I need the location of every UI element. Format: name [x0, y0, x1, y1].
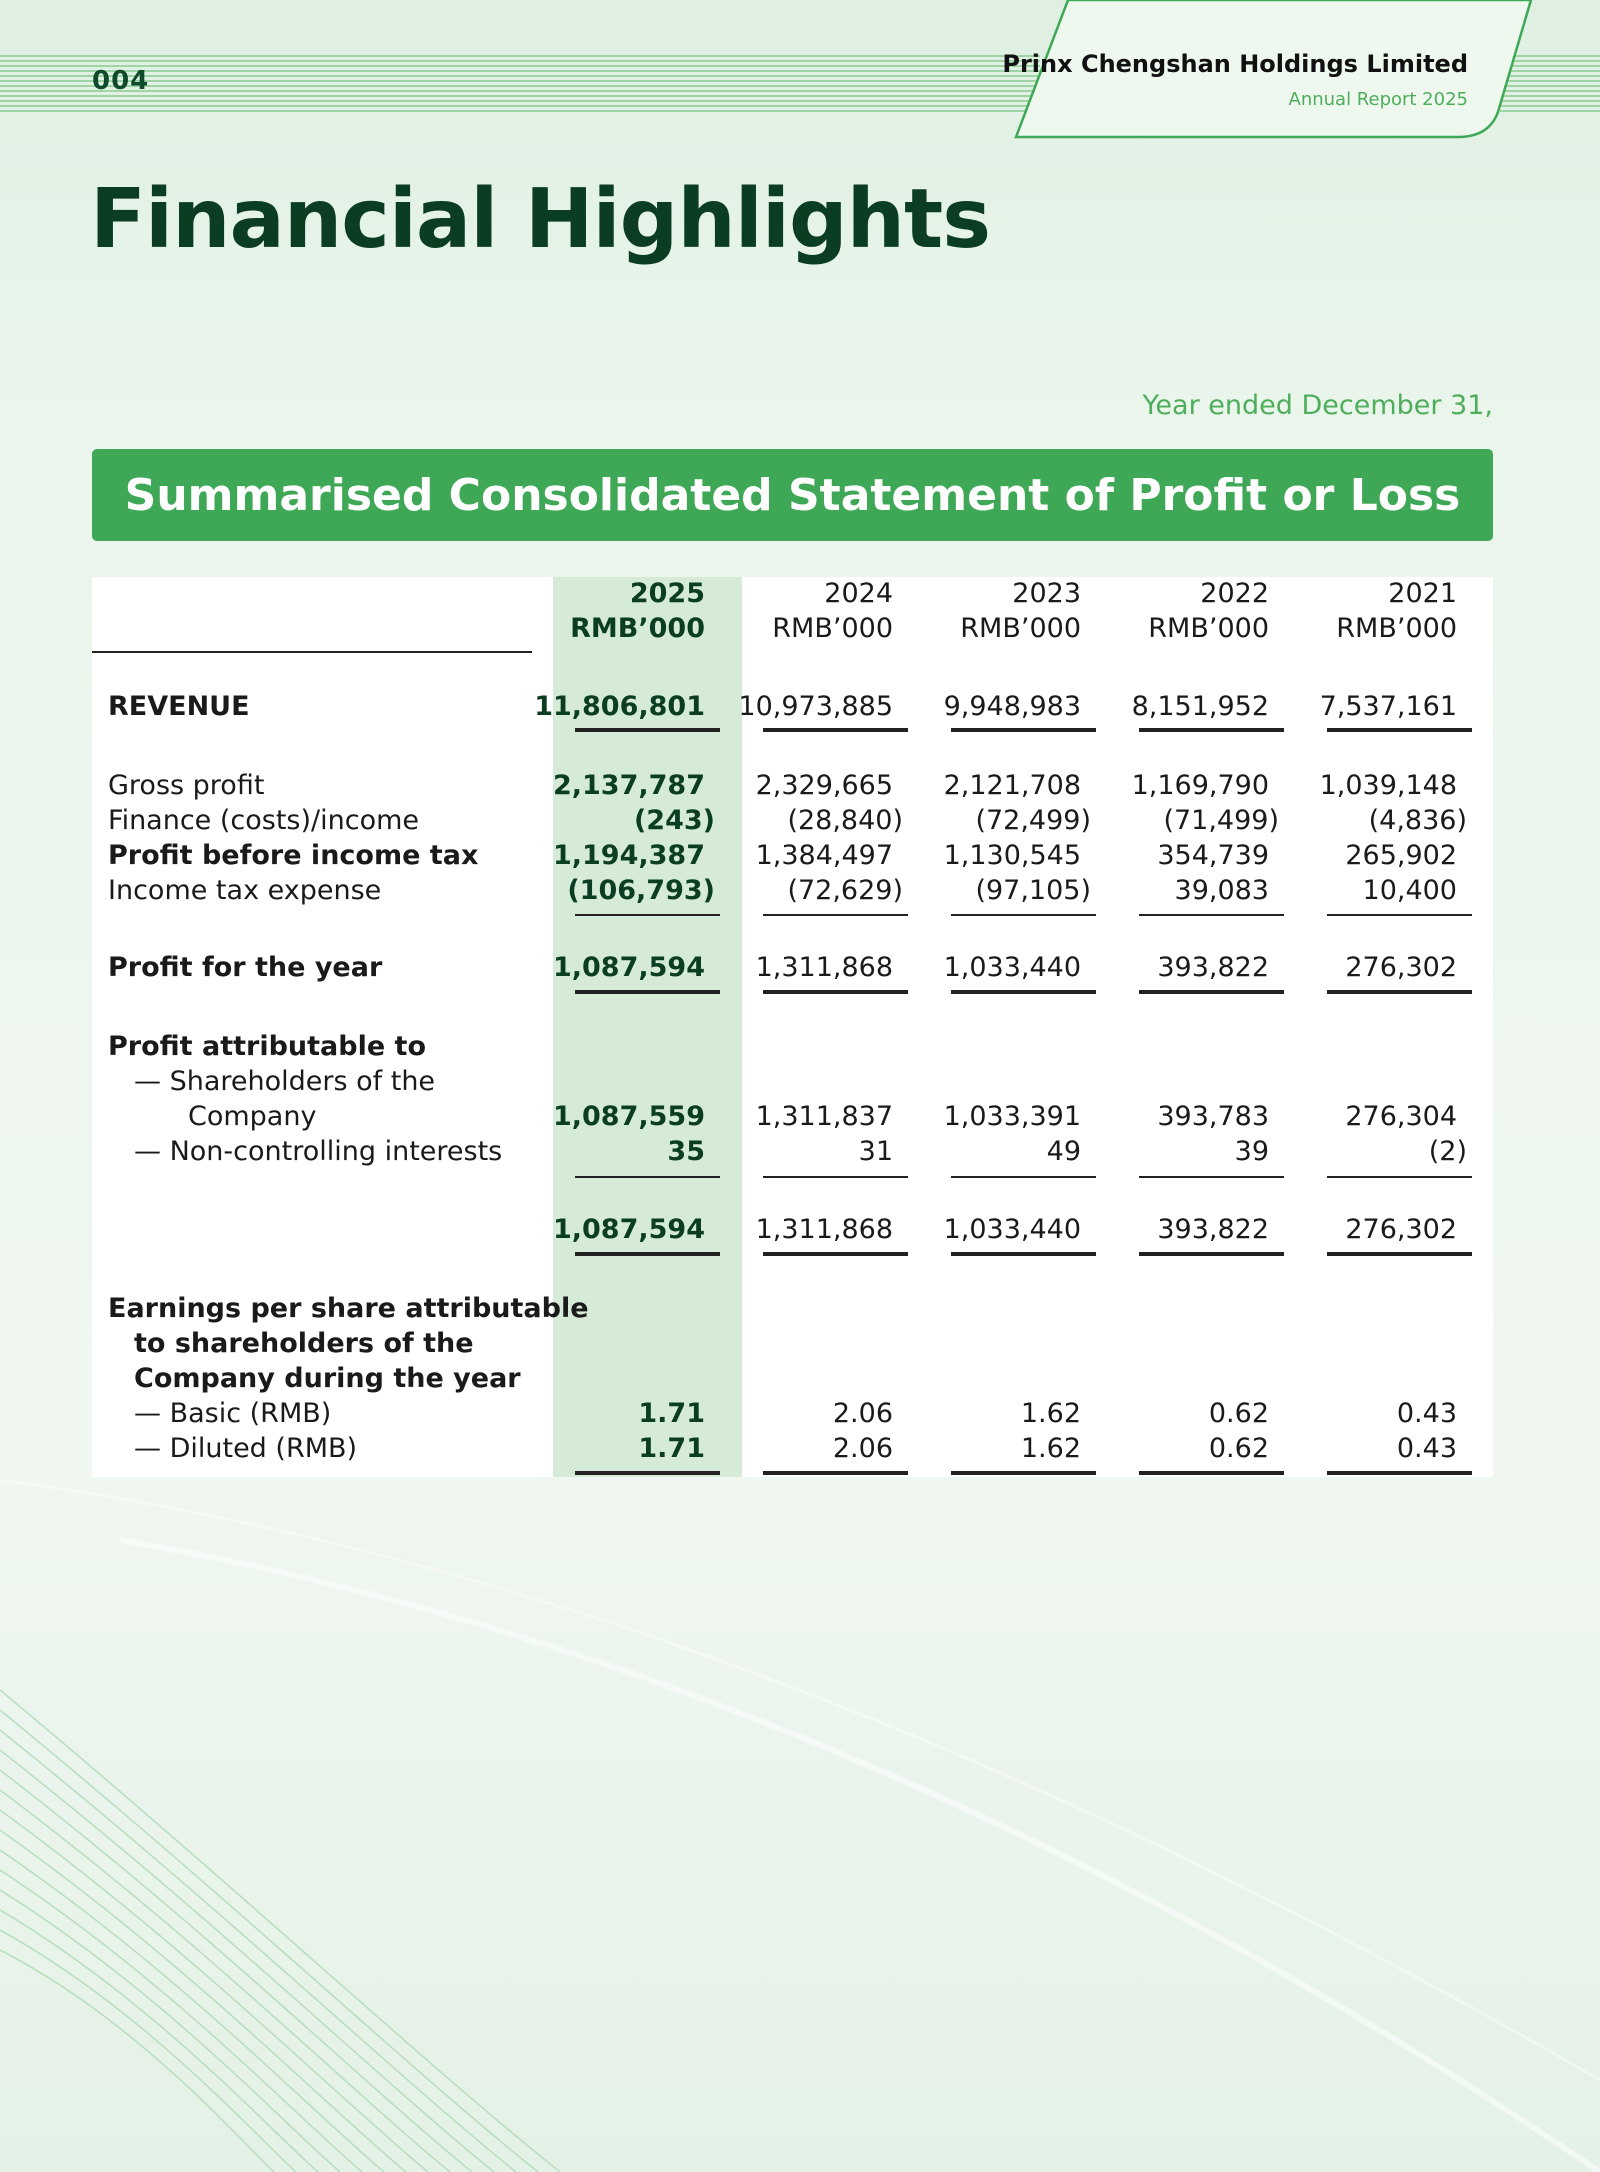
double-rule: [575, 728, 720, 732]
double-rule: [763, 728, 908, 732]
col-header-unit: RMB’000: [1336, 613, 1457, 644]
cell-value: 10,400: [1362, 875, 1457, 906]
cell-value: 2,137,787: [552, 770, 705, 801]
cell-value: 276,302: [1345, 1214, 1457, 1245]
single-rule: [575, 1176, 720, 1178]
page-title: Financial Highlights: [90, 172, 991, 267]
cell-value: 1.62: [1020, 1398, 1081, 1429]
cell-value: 1,194,387: [552, 840, 705, 871]
double-rule: [575, 990, 720, 994]
col-header-year: 2021: [1388, 578, 1457, 609]
single-rule: [575, 914, 720, 916]
section-title: Summarised Consolidated Statement of Profit or Loss: [124, 469, 1461, 521]
double-rule: [951, 728, 1096, 732]
cell-value: (243): [633, 805, 715, 836]
cell-value: (4,836): [1368, 805, 1467, 836]
cell-value: 1,033,440: [943, 1214, 1081, 1245]
row-label: Profit for the year: [108, 952, 383, 983]
cell-value: 1.71: [638, 1433, 705, 1464]
cell-value: (71,499): [1163, 805, 1279, 836]
period-note: Year ended December 31,: [1142, 390, 1493, 421]
cell-value: 2.06: [832, 1398, 893, 1429]
row-label: Income tax expense: [108, 875, 382, 906]
cell-value: 0.62: [1208, 1433, 1269, 1464]
cell-value: 9,948,983: [943, 691, 1081, 722]
cell-value: 1,130,545: [943, 840, 1081, 871]
cell-value: 0.43: [1396, 1433, 1457, 1464]
double-rule: [951, 1252, 1096, 1256]
header-rule: [92, 651, 532, 653]
cell-value: 1,311,868: [755, 952, 893, 983]
section-label: Profit attributable to: [108, 1031, 427, 1062]
cell-value: (2): [1428, 1136, 1467, 1167]
double-rule: [1139, 990, 1284, 994]
col-header-unit: RMB’000: [570, 613, 705, 644]
report-name: Annual Report 2025: [1288, 89, 1468, 110]
cell-value: 0.62: [1208, 1398, 1269, 1429]
cell-value: 2,121,708: [943, 770, 1081, 801]
col-header-year: 2023: [1012, 578, 1081, 609]
cell-value: 1,384,497: [755, 840, 893, 871]
row-label: — Basic (RMB): [134, 1398, 332, 1429]
cell-value: 1,311,868: [755, 1214, 893, 1245]
cell-value: (72,499): [975, 805, 1091, 836]
row-label: Profit before income tax: [108, 840, 479, 871]
row-label: — Non-controlling interests: [134, 1136, 503, 1167]
double-rule: [1327, 1471, 1472, 1475]
cell-value: 393,822: [1157, 952, 1269, 983]
cell-value: (106,793): [567, 875, 715, 906]
double-rule: [763, 1471, 908, 1475]
cell-value: 265,902: [1345, 840, 1457, 871]
financial-table: [92, 577, 1493, 1477]
cell-value: 1.71: [638, 1398, 705, 1429]
cell-value: 0.43: [1396, 1398, 1457, 1429]
col-header-unit: RMB’000: [1148, 613, 1269, 644]
double-rule: [763, 1252, 908, 1256]
section-banner: [92, 449, 1493, 541]
single-rule: [1327, 914, 1472, 916]
cell-value: 1,311,837: [755, 1101, 893, 1132]
cell-value: 7,537,161: [1319, 691, 1457, 722]
double-rule: [1139, 1471, 1284, 1475]
cell-value: 1,039,148: [1319, 770, 1457, 801]
cell-value: 35: [667, 1136, 705, 1167]
cell-value: 8,151,952: [1131, 691, 1269, 722]
double-rule: [575, 1252, 720, 1256]
double-rule: [575, 1471, 720, 1475]
cell-value: 10,973,885: [738, 691, 893, 722]
cell-value: 1,087,559: [552, 1101, 705, 1132]
double-rule: [1327, 1252, 1472, 1256]
cell-value: 1,033,391: [943, 1101, 1081, 1132]
cell-value: 49: [1046, 1136, 1081, 1167]
col-header-year: 2025: [629, 578, 705, 609]
cell-value: 31: [858, 1136, 893, 1167]
col-header-unit: RMB’000: [960, 613, 1081, 644]
cell-value: 393,783: [1157, 1101, 1269, 1132]
double-rule: [951, 990, 1096, 994]
row-label: REVENUE: [108, 691, 250, 722]
double-rule: [951, 1471, 1096, 1475]
single-rule: [763, 914, 908, 916]
double-rule: [1139, 1252, 1284, 1256]
page-number: 004: [92, 66, 150, 96]
col-header-unit: RMB’000: [772, 613, 893, 644]
row-label: — Shareholders of the: [134, 1066, 436, 1097]
double-rule: [1327, 990, 1472, 994]
row-label: Finance (costs)/income: [108, 805, 420, 836]
cell-value: 2,329,665: [755, 770, 893, 801]
cell-value: 11,806,801: [534, 691, 705, 722]
cell-value: (97,105): [975, 875, 1091, 906]
cell-value: 1,033,440: [943, 952, 1081, 983]
cell-value: (28,840): [787, 805, 903, 836]
col-header-year: 2022: [1200, 578, 1269, 609]
cell-value: 1,087,594: [552, 952, 705, 983]
double-rule: [763, 990, 908, 994]
single-rule: [951, 1176, 1096, 1178]
company-name: Prinx Chengshan Holdings Limited: [1002, 50, 1468, 78]
section-label: Earnings per share attributable: [108, 1293, 589, 1324]
cell-value: 2.06: [832, 1433, 893, 1464]
cell-value: 393,822: [1157, 1214, 1269, 1245]
cell-value: 354,739: [1157, 840, 1269, 871]
row-label: Company: [188, 1101, 317, 1132]
section-label: to shareholders of the: [134, 1328, 474, 1359]
single-rule: [1139, 1176, 1284, 1178]
double-rule: [1139, 728, 1284, 732]
single-rule: [951, 914, 1096, 916]
cell-value: (72,629): [787, 875, 903, 906]
cell-value: 39: [1234, 1136, 1269, 1167]
cell-value: 39,083: [1174, 875, 1269, 906]
cell-value: 276,302: [1345, 952, 1457, 983]
section-label: Company during the year: [134, 1363, 521, 1394]
cell-value: 276,304: [1345, 1101, 1457, 1132]
single-rule: [1139, 914, 1284, 916]
cell-value: 1,087,594: [552, 1214, 705, 1245]
single-rule: [1327, 1176, 1472, 1178]
single-rule: [763, 1176, 908, 1178]
col-header-year: 2024: [824, 578, 893, 609]
cell-value: 1.62: [1020, 1433, 1081, 1464]
row-label: — Diluted (RMB): [134, 1433, 358, 1464]
double-rule: [1327, 728, 1472, 732]
row-label: Gross profit: [108, 770, 265, 801]
cell-value: 1,169,790: [1131, 770, 1269, 801]
